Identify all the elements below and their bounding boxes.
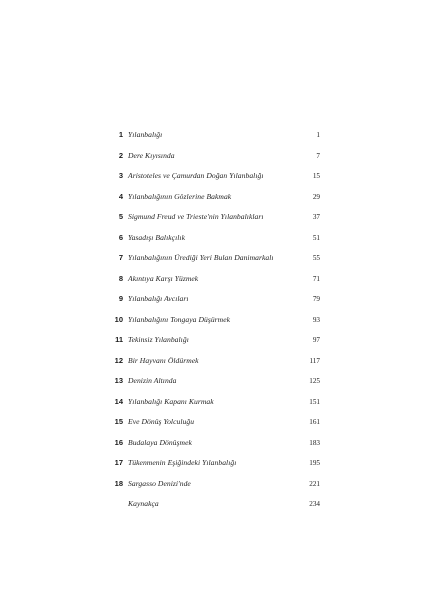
chapter-title: Yılanbalığı	[128, 130, 163, 139]
table-of-contents	[112, 130, 320, 520]
chapter-number: 2	[118, 150, 123, 160]
chapter-number: 18	[114, 478, 123, 488]
toc-entry	[112, 315, 320, 336]
chapter-number: 12	[114, 355, 123, 365]
chapter-title: Akıntıya Karşı Yüzmek	[128, 273, 199, 283]
chapter-title: Eve Dönüş Yolculuğu	[128, 417, 195, 426]
chapter-number: 6	[118, 232, 123, 242]
chapter-number: 8	[118, 273, 123, 283]
toc-entry	[112, 151, 320, 172]
chapter-number: 4	[118, 191, 123, 201]
page-number: 55	[312, 254, 320, 262]
toc-entry	[112, 376, 320, 397]
page-number: 29	[312, 192, 320, 201]
toc-entry	[112, 458, 320, 479]
page-number: 97	[312, 336, 320, 344]
chapter-title: Yılanbalığının Gözlerine Bakmak	[128, 191, 232, 201]
toc-entry	[112, 192, 320, 213]
chapter-title: Bir Hayvanı Öldürmek	[128, 355, 199, 365]
chapter-number: 7	[118, 253, 123, 262]
toc-entry	[112, 397, 320, 418]
toc-entry	[112, 212, 320, 233]
chapter-title: Yılanbalığı Kapanı Kurmak	[128, 396, 214, 406]
page-number: 1	[316, 131, 320, 139]
toc-entry	[112, 417, 320, 438]
page-number: 71	[312, 274, 320, 283]
chapter-number: 17	[114, 458, 123, 467]
chapter-title: Aristoteles ve Çamurdan Doğan Yılanbalığı	[128, 171, 264, 180]
chapter-number: 5	[118, 212, 123, 221]
page-number: 15	[312, 172, 320, 180]
chapter-title: Tükenmenin Eşiğindeki Yılanbalığı	[128, 458, 237, 467]
page-number: 221	[309, 479, 320, 488]
toc-entry	[112, 356, 320, 377]
chapter-title: Denizin Altında	[128, 376, 177, 385]
chapter-title: Sargasso Denizi'nde	[128, 478, 191, 488]
chapter-number: 11	[115, 335, 123, 344]
toc-entry	[112, 274, 320, 295]
chapter-title: Yılanbalığı Avcıları	[128, 294, 189, 303]
page-number: 151	[309, 397, 320, 406]
chapter-number: 1	[118, 130, 123, 139]
chapter-number: 9	[118, 294, 123, 303]
page-number: 79	[312, 295, 320, 303]
chapter-title: Sigmund Freud ve Trieste'nin Yılanbalıkları	[128, 212, 264, 221]
bibliography-title: Kaynakça	[128, 499, 159, 508]
toc-entry	[112, 233, 320, 254]
page-number: 183	[309, 438, 320, 447]
chapter-number: 3	[118, 171, 123, 180]
chapter-title: Budalaya Dönüşmek	[128, 437, 192, 447]
chapter-title: Tekinsiz Yılanbalığı	[128, 335, 189, 344]
toc-entry	[112, 253, 320, 274]
chapter-number: 14	[114, 396, 123, 406]
chapter-number: 10	[114, 314, 123, 324]
chapter-title: Yılanbalığını Tongaya Düşürmek	[128, 314, 231, 324]
chapter-title: Yasadışı Balıkçılık	[128, 232, 185, 242]
page-number: 117	[309, 356, 320, 365]
chapter-number: 16	[114, 437, 123, 447]
toc-entry	[112, 479, 320, 500]
toc-entry-bibliography	[112, 499, 320, 520]
chapter-number: 13	[114, 376, 123, 385]
chapter-title: Dere Kıyısında	[128, 150, 175, 160]
page-number: 93	[312, 315, 320, 324]
toc-entry	[112, 130, 320, 151]
page-number: 7	[316, 151, 320, 160]
toc-entry	[112, 335, 320, 356]
page-number: 195	[309, 459, 320, 467]
page-number: 125	[309, 377, 320, 385]
page-number: 161	[309, 418, 320, 426]
page-number: 234	[309, 500, 320, 508]
chapter-title: Yılanbalığının Ürediği Yeri Bulan Danimarkalı	[128, 253, 274, 262]
page-number: 51	[312, 233, 320, 242]
toc-entry	[112, 294, 320, 315]
page-number: 37	[312, 213, 320, 221]
chapter-number: 15	[114, 417, 123, 426]
toc-entry	[112, 438, 320, 459]
toc-entry	[112, 171, 320, 192]
